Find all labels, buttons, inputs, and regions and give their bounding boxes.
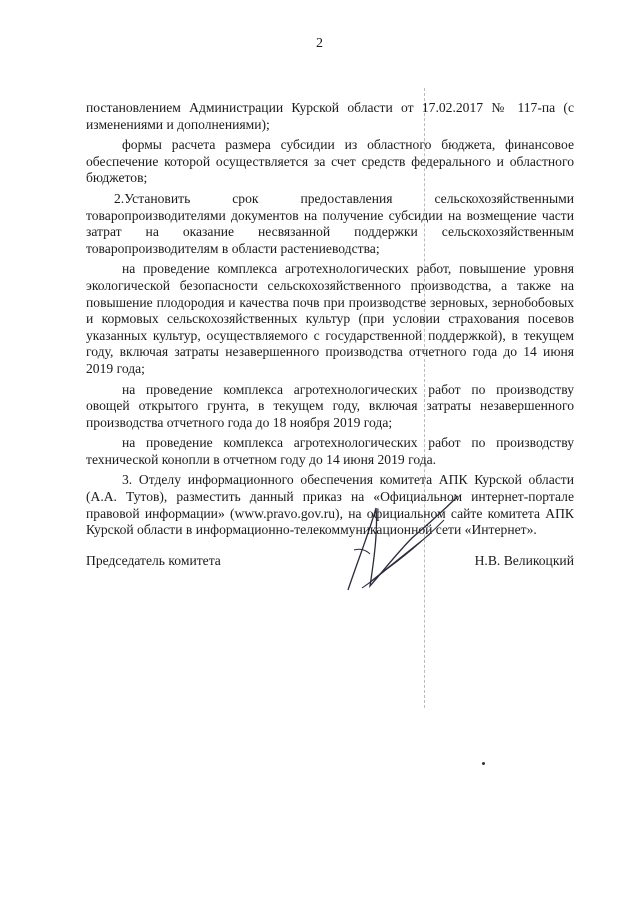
handwritten-signature xyxy=(340,490,470,600)
paragraph-item-3: 3. Отделу информационного обеспечения комитета АПК Курской области (А.А. Тутов), разместить данный приказ на «Официальном интернет-портале правовой информации» (www.pravo.gov.ru), на официальном сайте комитета АПК Курской области в информационно-телекоммуникационной сети «Интернет». xyxy=(86,472,574,538)
paragraph-agro-works-vegetables: на проведение комплекса агротехнологических работ по производству овощей открытого грунта, в текущем году, включая затраты незавершенного производства отчетного года до 18 ноября 2019 года; xyxy=(86,381,574,430)
signature-row xyxy=(86,553,574,571)
page-number: 2 xyxy=(316,36,323,51)
paragraph-continuation: постановлением Администрации Курской области от 17.02.2017 № 117-па (с изменениями и дополнениями); xyxy=(86,100,574,132)
signatory-name: Н.В. Великоцкий xyxy=(474,553,574,568)
paragraph-agro-works-hemp: на проведение комплекса агротехнологических работ по производству технической конопли в отчетном году до 14 июня 2019 года. xyxy=(86,435,574,467)
paragraph-agro-works-grain: на проведение комплекса агротехнологических работ, повышение уровня экологической безопасности сельскохозяйственного производства, а также на повышение плодородия и качества почв при производстве зерновых, зернобобовых и кормовых сельскохозяйственных культур (при условии страхования посевов указанных культур, осуществляемого с государственной поддержкой), в текущем году, включая затраты незавершенного производства отчетного года до 14 июня 2019 года; xyxy=(86,261,574,376)
paragraph-subsidy-forms: формы расчета размера субсидии из областного бюджета, финансовое обеспечение которой осуществляется за счет средств федерального и областного бюджетов; xyxy=(86,137,574,186)
scan-speck xyxy=(482,762,485,765)
paragraph-item-2: 2.Установить срок предоставления сельскохозяйственными товаропроизводителями документов на получение субсидии на возмещение части затрат на оказание несвязанной поддержки сельскохозяйственным товаропроизводителям в области растениеводства; xyxy=(86,190,574,256)
signatory-title: Председатель комитета xyxy=(86,553,221,568)
document-body xyxy=(86,100,574,543)
